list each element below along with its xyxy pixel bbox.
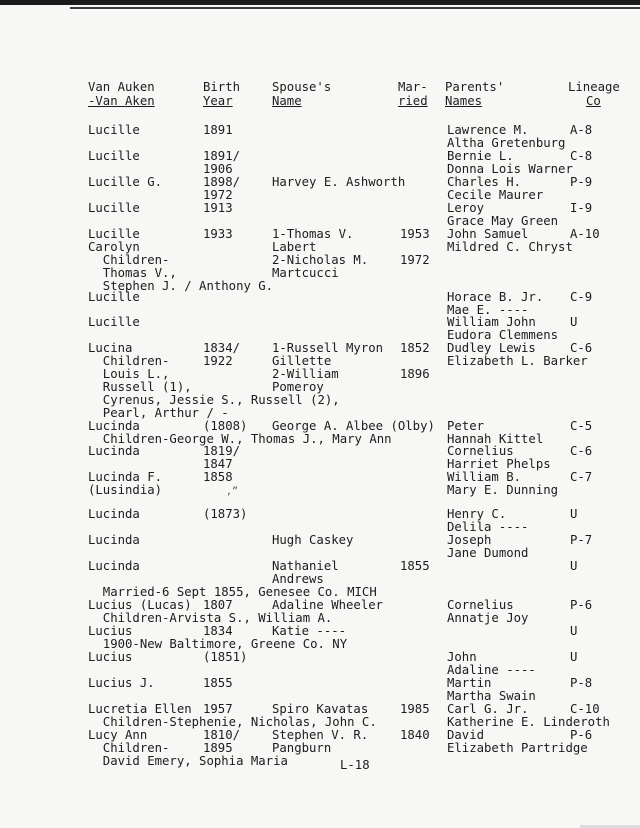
cell-parents: Leroy [447, 201, 485, 215]
cell-parents: Hannah Kittel [447, 432, 544, 446]
cell-parents: Annatje Joy [447, 611, 529, 625]
cell-spouse: Martcucci [272, 266, 339, 280]
cell-name: Cyrenus, Jessie S., Russell (2), [88, 393, 340, 407]
cell-birth: 1858 [203, 470, 233, 484]
cell-married: 1953 [400, 227, 430, 241]
cell-name: (Lusindia) [88, 483, 163, 497]
cell-parents: Bernie L. [447, 149, 514, 163]
cell-name: Lucina [88, 341, 133, 355]
cell-spouse: 1-Thomas V. [272, 227, 354, 241]
cell-parents: Henry C. [447, 507, 507, 521]
cell-name: Children- [88, 354, 170, 368]
cell-parents: Mae E. ---- [447, 303, 529, 317]
cell-name: 1900-New Baltimore, Greene Co. NY [88, 637, 348, 651]
cell-lineage: A-8 [570, 123, 593, 137]
cell-spouse: 2-Nicholas M. [272, 253, 369, 267]
header-married: Mar- ried [398, 80, 428, 108]
cell-spouse: Adaline Wheeler [272, 598, 384, 612]
top-border-inner [70, 7, 640, 9]
cell-parents: Carl G. Jr. [447, 702, 529, 716]
cell-spouse: George A. Albee (Olby) [272, 419, 435, 433]
cell-lineage: P-8 [570, 676, 593, 690]
header-name: Van Auken -Van Aken [88, 80, 155, 108]
ink-mark: ‚” [226, 486, 239, 497]
cell-name: Married-6 Sept 1855, Genesee Co. MICH [88, 585, 377, 599]
cell-name: Lucinda [88, 559, 140, 573]
cell-lineage: P-6 [570, 728, 593, 742]
cell-lineage: P-9 [570, 175, 593, 189]
cell-birth: 1891 [203, 123, 233, 137]
cell-name: Russell (1), [88, 380, 192, 394]
cell-birth: 1810/ [203, 728, 241, 742]
cell-birth: (1851) [203, 650, 248, 664]
cell-parents: William John [447, 315, 536, 329]
cell-name: Children-Stephenie, Nicholas, John C. [88, 715, 377, 729]
cell-name: Lucius [88, 624, 133, 638]
cell-parents: Altha Gretenburg [447, 136, 566, 150]
cell-lineage: U [570, 559, 578, 573]
cell-parents: Cornelius [447, 598, 514, 612]
cell-name: Lucius J. [88, 676, 155, 690]
cell-name: Lucille [88, 123, 140, 137]
cell-birth: (1873) [203, 507, 248, 521]
cell-parents: Jane Dumond [447, 546, 529, 560]
cell-parents: John [447, 650, 477, 664]
cell-lineage: U [570, 507, 578, 521]
cell-name: Children-George W., Thomas J., Mary Ann [88, 432, 392, 446]
cell-birth: 1913 [203, 201, 233, 215]
cell-name: Stephen J. / Anthony G. [88, 279, 274, 293]
cell-lineage: U [570, 650, 578, 664]
cell-lineage: C-9 [570, 290, 593, 304]
cell-parents: Harriet Phelps [447, 457, 551, 471]
cell-name: Lucinda [88, 444, 140, 458]
cell-birth: 1819/ [203, 444, 241, 458]
cell-spouse: Pangburn [272, 741, 332, 755]
cell-birth: 1855 [203, 676, 233, 690]
cell-birth: 1972 [203, 188, 233, 202]
cell-parents: Mary E. Dunning [447, 483, 559, 497]
cell-parents: Donna Lois Warner [447, 162, 573, 176]
cell-lineage: P-7 [570, 533, 593, 547]
cell-parents: Eudora Clemmens [447, 328, 559, 342]
cell-lineage: A-10 [570, 227, 600, 241]
header-parents: Parents' Names [445, 80, 505, 108]
cell-birth: 1898/ [203, 175, 241, 189]
cell-lineage: P-6 [570, 598, 593, 612]
cell-lineage: C-8 [570, 149, 593, 163]
cell-parents: Peter [447, 419, 485, 433]
cell-parents: Elizabeth Partridge [447, 741, 588, 755]
cell-name: Lucille [88, 315, 140, 329]
cell-parents: Delila ---- [447, 520, 529, 534]
cell-name: Lucius (Lucas) [88, 598, 192, 612]
cell-parents: Martha Swain [447, 689, 536, 703]
cell-name: Pearl, Arthur / - [88, 406, 229, 420]
cell-name: Carolyn [88, 240, 140, 254]
cell-parents: Horace B. Jr. [447, 290, 544, 304]
cell-spouse: Harvey E. Ashworth [272, 175, 406, 189]
cell-parents: Dudley Lewis [447, 341, 536, 355]
cell-name: Lucinda [88, 419, 140, 433]
cell-birth: 1834 [203, 624, 233, 638]
cell-lineage: U [570, 315, 578, 329]
cell-parents: David [447, 728, 485, 742]
cell-name: Lucinda F. [88, 470, 163, 484]
cell-spouse: Katie ---- [272, 624, 347, 638]
cell-name: Lucinda [88, 533, 140, 547]
cell-married: 1896 [400, 367, 430, 381]
cell-birth: 1895 [203, 741, 233, 755]
cell-parents: Katherine E. Linderoth [447, 715, 610, 729]
cell-parents: Cornelius [447, 444, 514, 458]
cell-parents: Elizabeth L. Barker [447, 354, 588, 368]
cell-lineage: C-10 [570, 702, 600, 716]
cell-lineage: C-5 [570, 419, 593, 433]
cell-birth: 1807 [203, 598, 233, 612]
header-lineage: Lineage Co [568, 80, 620, 108]
cell-married: 1972 [400, 253, 430, 267]
top-border [0, 0, 640, 5]
cell-spouse: Hugh Caskey [272, 533, 354, 547]
cell-name: Louis L., [88, 367, 170, 381]
cell-parents: Martin [447, 676, 492, 690]
cell-name: Lucy Ann [88, 728, 148, 742]
cell-married: 1985 [400, 702, 430, 716]
cell-parents: John Samuel [447, 227, 529, 241]
cell-parents: Lawrence M. [447, 123, 529, 137]
cell-parents: Grace May Green [447, 214, 559, 228]
cell-birth: 1906 [203, 162, 233, 176]
cell-name: Lucius [88, 650, 133, 664]
cell-name: Lucinda [88, 507, 140, 521]
cell-lineage: I-9 [570, 201, 593, 215]
cell-spouse: Pomeroy [272, 380, 324, 394]
cell-birth: 1847 [203, 457, 233, 471]
cell-spouse: Stephen V. R. [272, 728, 369, 742]
cell-name: Lucille G. [88, 175, 163, 189]
cell-parents: Joseph [447, 533, 492, 547]
cell-parents: Mildred C. Chryst [447, 240, 573, 254]
cell-lineage: C-7 [570, 470, 593, 484]
cell-birth: 1957 [203, 702, 233, 716]
cell-married: 1855 [400, 559, 430, 573]
cell-name: David Emery, Sophia Maria [88, 754, 288, 768]
cell-birth: 1834/ [203, 341, 241, 355]
cell-name: Children- [88, 741, 170, 755]
cell-spouse: 2-William [272, 367, 339, 381]
cell-birth: 1922 [203, 354, 233, 368]
cell-parents: Charles H. [447, 175, 522, 189]
cell-married: 1840 [400, 728, 430, 742]
cell-spouse: Gillette [272, 354, 332, 368]
cell-spouse: 1-Russell Myron [272, 341, 384, 355]
cell-name: Lucille [88, 290, 140, 304]
cell-spouse: Labert [272, 240, 317, 254]
cell-lineage: C-6 [570, 341, 593, 355]
cell-name: Lucille [88, 227, 140, 241]
cell-married: 1852 [400, 341, 430, 355]
cell-spouse: Nathaniel [272, 559, 339, 573]
cell-name: Lucille [88, 201, 140, 215]
cell-name: Children- [88, 253, 170, 267]
cell-spouse: Andrews [272, 572, 324, 586]
page-number: L-18 [340, 758, 370, 772]
cell-birth: 1933 [203, 227, 233, 241]
cell-birth: (1808) [203, 419, 248, 433]
cell-name: Children-Arvista S., William A. [88, 611, 333, 625]
cell-birth: 1891/ [203, 149, 241, 163]
header-spouse: Spouse's Name [272, 80, 332, 108]
cell-parents: William B. [447, 470, 522, 484]
cell-lineage: U [570, 624, 578, 638]
cell-spouse: Spiro Kavatas [272, 702, 369, 716]
cell-name: Thomas V., [88, 266, 177, 280]
cell-parents: Cecile Maurer [447, 188, 544, 202]
cell-name: Lucille [88, 149, 140, 163]
header-birth-year: Birth Year [203, 80, 241, 108]
cell-parents: Adaline ---- [447, 663, 536, 677]
cell-lineage: C-6 [570, 444, 593, 458]
cell-name: Lucretia Ellen [88, 702, 192, 716]
